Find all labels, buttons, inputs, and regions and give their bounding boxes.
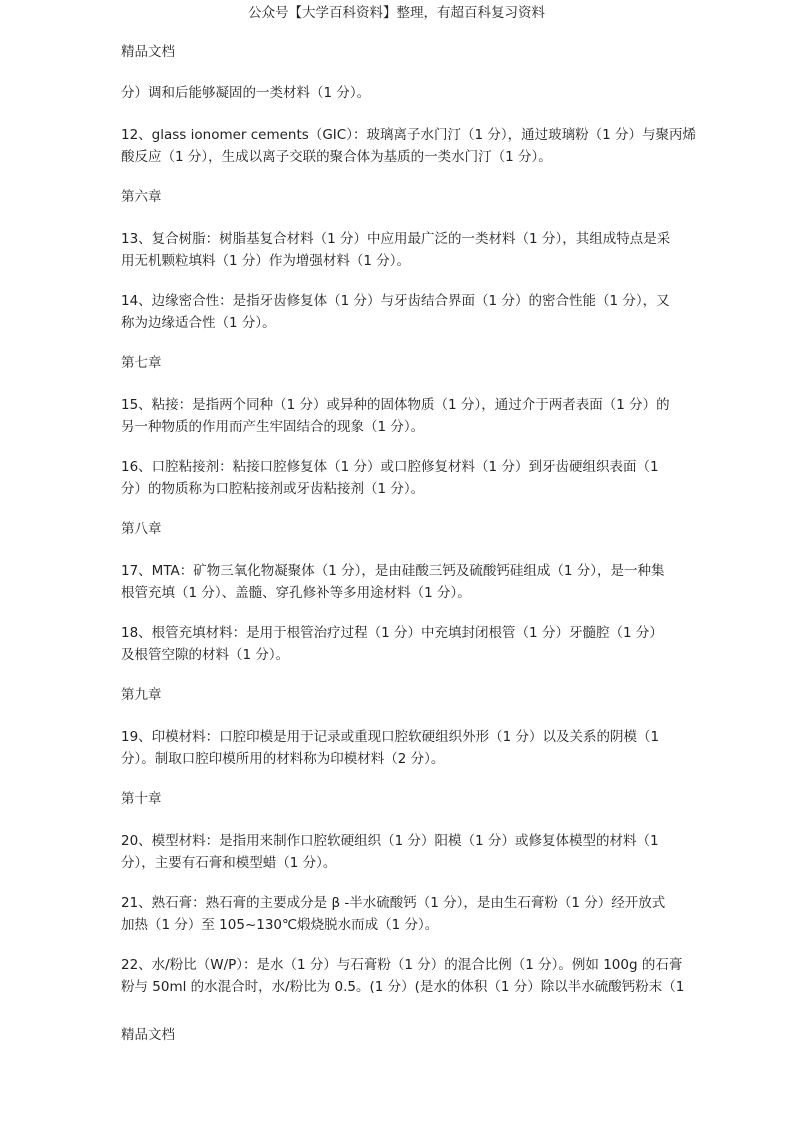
text-line: 用无机颗粒填料（1 分）作为增强材料（1 分）。 <box>121 253 411 269</box>
text-line: 21、熟石膏：熟石膏的主要成分是 β -半水硫酸钙（1 分），是由生石膏粉（1 分）经开放式 <box>121 895 666 911</box>
chapter-heading: 第六章 <box>121 189 162 205</box>
text-line: 另一种物质的作用而产生牢固结合的现象（1 分）。 <box>121 419 425 435</box>
bottom-label: 精品文档 <box>121 1027 175 1043</box>
text-line: 13、复合树脂：树脂基复合材料（1 分）中应用最广泛的一类材料（1 分），其组成特点是采 <box>121 231 671 247</box>
text-line: 18、根管充填材料：是用于根管治疗过程（1 分）中充填封闭根管（1 分）牙髓腔（1 分） <box>121 625 663 641</box>
text-line: 及根管空隙的材料（1 分）。 <box>121 647 290 663</box>
text-block-16 <box>121 456 674 500</box>
text-block-17 <box>121 560 674 604</box>
text-line: 加热（1 分）至 105~130℃煅烧脱水而成（1 分）。 <box>121 917 439 933</box>
text-block-15 <box>121 394 674 438</box>
page-header: 公众号【大学百科资料】整理，有超百科复习资料 <box>248 5 545 21</box>
text-block-22 <box>121 954 685 998</box>
text-line: 分）调和后能够凝固的一类材料（1 分）。 <box>121 85 371 101</box>
text-line: 分）的物质称为口腔粘接剂或牙齿粘接剂（1 分）。 <box>121 481 425 497</box>
text-line: 酸反应（1 分），生成以离子交联的聚合体为基质的一类水门汀（1 分）。 <box>121 149 552 165</box>
text-line: 15、粘接：是指两个同种（1 分）或异种的固体物质（1 分），通过介于两者表面（1 分）的 <box>121 397 670 413</box>
text-line: 粉与 50ml 的水混合时，水/粉比为 0.5。(1 分）(是水的体积（1 分）除以半水硫酸钙粉末（1 <box>121 979 685 995</box>
chapter-heading: 第八章 <box>121 521 162 537</box>
chapter-heading: 第七章 <box>121 355 162 371</box>
text-line: 分）。制取口腔印模所用的材料称为印模材料（2 分）。 <box>121 751 445 767</box>
chapter-heading-8 <box>121 518 674 540</box>
chapter-heading-6 <box>121 186 674 208</box>
text-line: 22、水/粉比（W/P）：是水（1 分）与石膏粉（1 分）的混合比例（1 分）。例如 100g 的石膏 <box>121 957 683 973</box>
text-line: 根管充填（1 分）、盖髓、穿孔修补等多用途材料（1 分）。 <box>121 585 471 601</box>
chapter-heading-7 <box>121 352 674 374</box>
chapter-heading: 第十章 <box>121 791 162 807</box>
chapter-heading: 第九章 <box>121 687 162 703</box>
text-block-20 <box>121 830 674 874</box>
text-block-1 <box>121 124 696 168</box>
text-block-18 <box>121 622 674 666</box>
text-line: 称为边缘适合性（1 分）。 <box>121 315 276 331</box>
text-line: 19、印模材料：口腔印模是用于记录或重现口腔软硬组织外形（1 分）以及关系的阴模（1 <box>121 729 660 745</box>
chapter-heading-10 <box>121 788 674 810</box>
text-block-0 <box>121 82 674 104</box>
top-label: 精品文档 <box>121 44 175 60</box>
text-line: 14、边缘密合性：是指牙齿修复体（1 分）与牙齿结合界面（1 分）的密合性能（1 分），又 <box>121 293 670 309</box>
text-block-19 <box>121 726 674 770</box>
chapter-heading-9 <box>121 684 674 706</box>
text-line: 17、MTA：矿物三氧化物凝聚体（1 分），是由硅酸三钙及硫酸钙硅组成（1 分），是一种集 <box>121 563 665 579</box>
text-line: 分），主要有石膏和模型蜡（1 分）。 <box>121 855 337 871</box>
text-block-21 <box>121 892 674 936</box>
text-line: 20、模型材料：是指用来制作口腔软硬组织（1 分）阳模（1 分）或修复体模型的材料（1 <box>121 833 659 849</box>
text-line: 16、口腔粘接剂：粘接口腔修复体（1 分）或口腔修复材料（1 分）到牙齿硬组织表面（1 <box>121 459 659 475</box>
text-block-14 <box>121 290 674 334</box>
text-line: 12、glass ionomer cements（GIC）：玻璃离子水门汀（1 分），通过玻璃粉（1 分）与聚丙烯 <box>121 127 696 143</box>
text-block-13 <box>121 228 674 272</box>
